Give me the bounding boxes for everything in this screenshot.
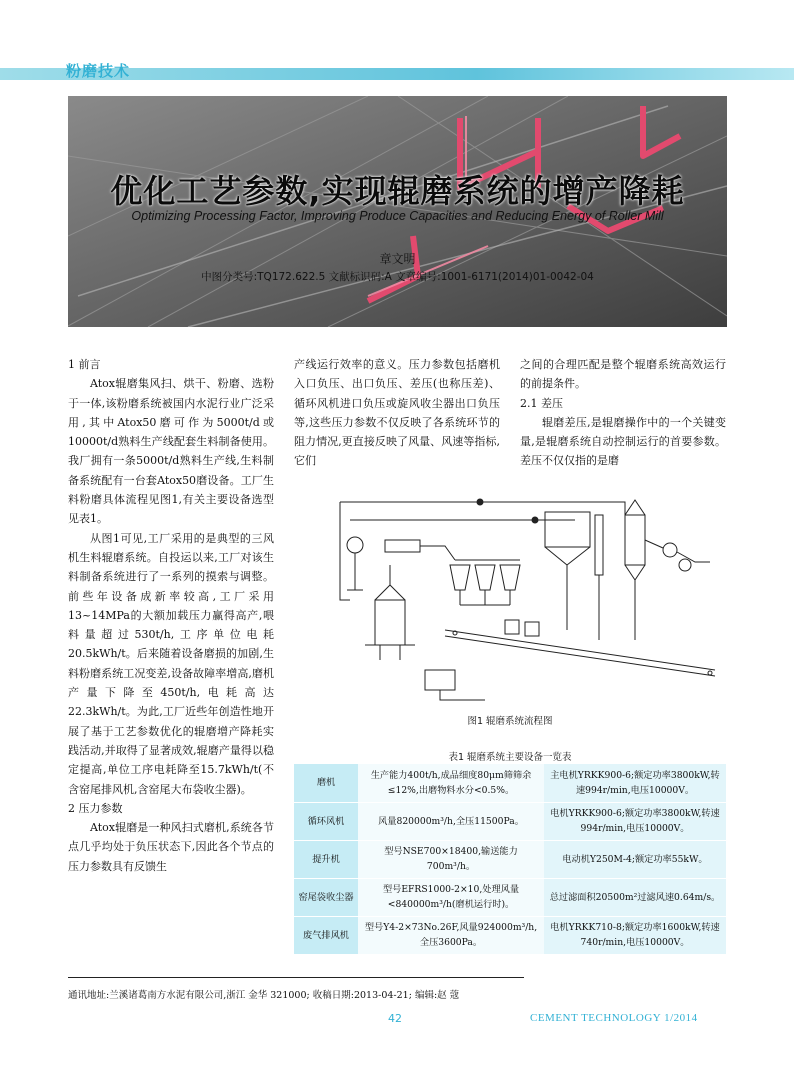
journal-name: CEMENT TECHNOLOGY 1/2014: [530, 1012, 698, 1024]
equipment-spec: 型号NSE700×18400,输送能力700m³/h。: [358, 840, 544, 878]
equipment-name: 磨机: [294, 764, 358, 802]
equipment-motor: 电动机Y250M-4;额定功率55kW。: [544, 840, 726, 878]
equipment-spec: 型号EFRS1000-2×10,处理风量<840000m³/h(磨机运行时)。: [358, 878, 544, 916]
article-author: 章文明: [379, 252, 416, 266]
article-meta: 中图分类号:TQ172.622.5 文献标识码:A 文章编号:1001-6171(2014)01-0042-04: [201, 271, 594, 283]
paragraph: Atox辊磨集风扫、烘干、粉磨、选粉于一体,该粉磨系统被国内水泥行业广泛采用,其中Atox50磨可作为5000t/d或10000t/d熟料生产线配套生料制备使用。我厂拥有一条5000t/d熟料生产线,生料制备系统配有一台套Atox50磨设备。工厂生料粉磨具体流程见图1,有关主要设备选型见表1。: [68, 377, 274, 526]
equipment-spec: 生产能力400t/h,成品细度80μm筛筛余≤12%,出磨物料水分<0.5%。: [358, 764, 544, 802]
equipment-spec: 型号Y4-2×73No.26F,风量924000m³/h,全压3600Pa。: [358, 916, 544, 954]
table-caption: 表1 辊磨系统主要设备一览表: [448, 752, 572, 763]
table-row: [294, 878, 726, 916]
paragraph: Atox辊磨是一种风扫式磨机,系统各节点几乎均处于负压状态下,因此各个节点的压力参数具有反馈生: [68, 821, 274, 873]
article-title: 优化工艺参数,实现辊磨系统的增产降耗: [110, 172, 685, 210]
process-flow-diagram: [325, 490, 720, 705]
column-middle: [294, 355, 500, 471]
section-tag: 粉磨技术: [66, 62, 131, 80]
article-subtitle-en: Optimizing Processing Factor, Improving Produce Capacities and Reducing Energy of Roller Mill: [131, 209, 664, 223]
figure-caption: 图1 辊磨系统流程图: [467, 716, 553, 727]
table-row: [294, 802, 726, 840]
subsection-heading: 2.1 差压: [520, 396, 563, 410]
footnote-rule: [68, 977, 524, 978]
equipment-name: 废气排风机: [294, 916, 358, 954]
equipment-motor: 主电机YRKK900-6;额定功率3800kW,转速994r/min,电压10000V。: [544, 764, 726, 802]
section-heading: 1 前言: [68, 358, 101, 371]
equipment-name: 循环风机: [294, 802, 358, 840]
table-row: [294, 916, 726, 954]
footnote: 通讯地址:兰溪诸葛南方水泥有限公司,浙江 金华 321000; 收稿日期:2013-04-21; 编辑:赵 蔻: [68, 990, 460, 1001]
page-number: 42: [388, 1012, 402, 1025]
equipment-motor: 电机YRKK710-8;额定功率1600kW,转速740r/min,电压10000V。: [544, 916, 726, 954]
table-row: [294, 764, 726, 802]
equipment-name: 提升机: [294, 840, 358, 878]
paragraph: 从图1可见,工厂采用的是典型的三风机生料辊磨系统。自投运以来,工厂对该生料制备系统进行了一系列的摸索与调整。前些年设备成新率较高,工厂采用13~14MPa的大额加载压力赢得高产,喂料量超过530t/h,工序单位电耗20.5kWh/t。后来随着设备磨损的加剧,生料粉磨系统工况变差,设备故障率增高,磨机产量下降至450t/h,电耗高达22.3kWh/t。为此,工厂近些年创造性地开展了基于工艺参数优化的辊磨增产降耗实践活动,并取得了显著成效,辊磨产量得以稳定提高,单位工序电耗降至15.7kWh/t(不含窑尾排风机,含窑尾大布袋收尘器)。: [68, 531, 274, 796]
paragraph: 产线运行效率的意义。压力参数包括磨机入口负压、出口负压、差压(也称压差)、循环风机进口负压或旋风收尘器出口负压等,这些压力参数不仅反映了各系统环节的阻力情况,更直接反映了风量、风速等指标,它们: [294, 358, 500, 468]
hero-banner: [68, 96, 727, 327]
equipment-table: [294, 764, 726, 955]
equipment-spec: 风量820000m³/h,全压11500Pa。: [358, 802, 544, 840]
table-row: [294, 840, 726, 878]
equipment-name: 窑尾袋收尘器: [294, 878, 358, 916]
paragraph: 之间的合理匹配是整个辊磨系统高效运行的前提条件。: [520, 358, 726, 391]
equipment-motor: 电机YRKK900-6;额定功率3800kW,转速994r/min,电压10000V。: [544, 802, 726, 840]
paragraph: 辊磨差压,是辊磨操作中的一个关键变量,是辊磨系统自动控制运行的首要参数。差压不仅仅指的是磨: [520, 415, 726, 468]
section-heading: 2 压力参数: [68, 801, 123, 815]
equipment-motor: 总过滤面积20500m²过滤风速0.64m/s。: [544, 878, 726, 916]
column-right: [520, 355, 726, 471]
column-left: [68, 355, 274, 876]
